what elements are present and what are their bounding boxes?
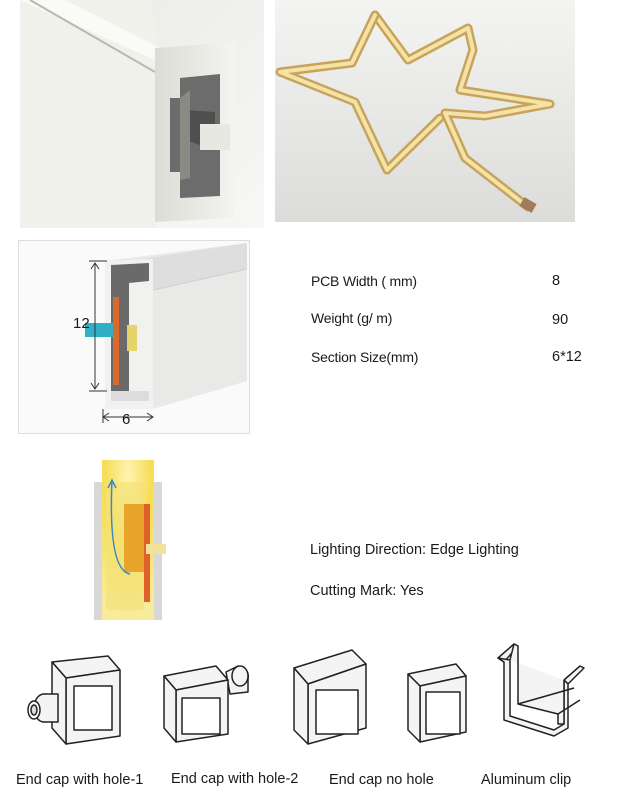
- end-cap-no-hole-icon: [288, 646, 372, 746]
- lighting-direction-text: Lighting Direction: Edge Lighting: [310, 542, 519, 558]
- accessory-label-5: Aluminum clip: [481, 772, 572, 788]
- end-cap-hole-right-icon: [160, 650, 252, 750]
- spec-weight-label: Weight (g/ m): [311, 310, 393, 326]
- star-neon-photo: [275, 0, 575, 222]
- lighting-diagram: [94, 460, 166, 620]
- accessory-label-2: End cap with hole-2: [171, 771, 299, 787]
- spec-weight-value: 90: [552, 312, 569, 328]
- accessory-label-1: End cap with hole-1: [16, 772, 144, 788]
- spec-pcb-width-value: 8: [552, 273, 561, 289]
- height-dimension-label: 12: [73, 315, 90, 332]
- end-cap-hole-left-icon: [22, 650, 132, 750]
- width-dimension-label: 6: [122, 411, 131, 428]
- spec-pcb-width-label: PCB Width ( mm): [311, 273, 417, 289]
- cross-section-diagram: [18, 240, 250, 434]
- aluminum-clip-icon: [494, 640, 586, 740]
- spec-section-size-label: Section Size(mm): [311, 349, 419, 365]
- end-cap-small-icon: [404, 660, 470, 748]
- neon-profile-photo: [20, 0, 264, 228]
- accessory-label-3: End cap no hole: [329, 772, 434, 788]
- spec-section-size-value: 6*12: [552, 349, 582, 365]
- cutting-mark-text: Cutting Mark: Yes: [310, 583, 424, 599]
